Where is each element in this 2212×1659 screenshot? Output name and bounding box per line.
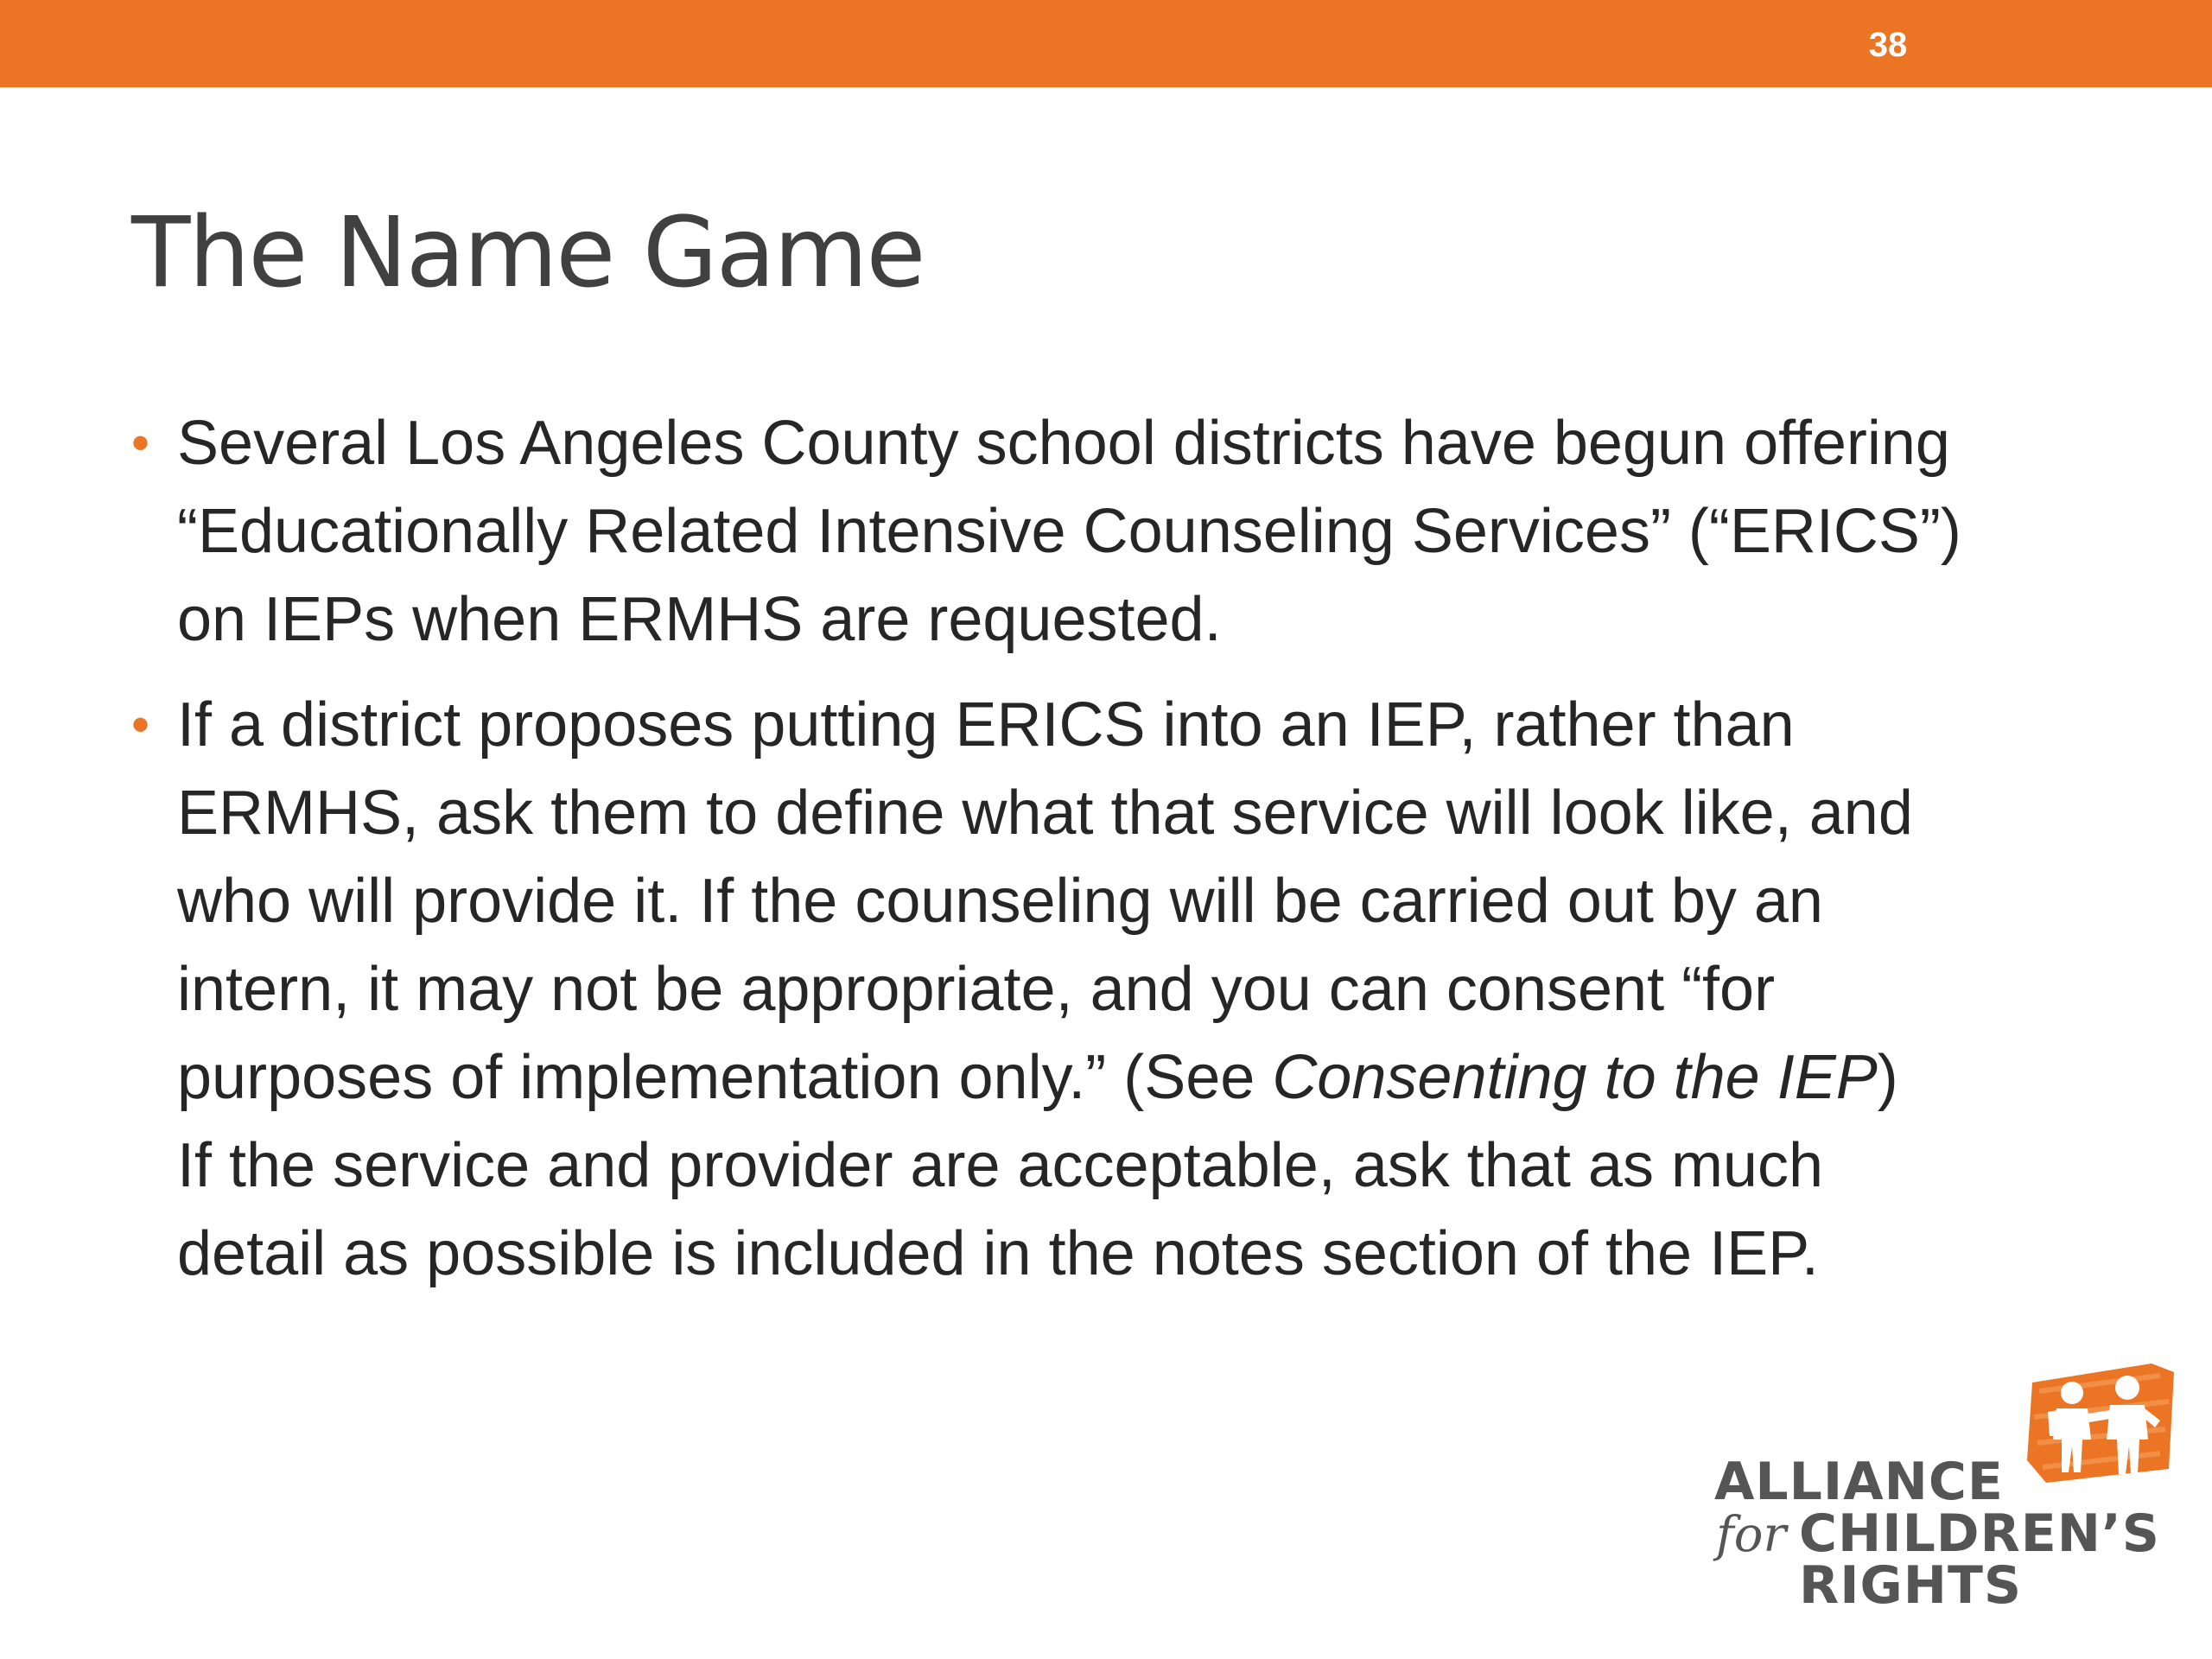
bullet-line: who will provide it. If the counseling will be carried out by an xyxy=(177,867,1823,936)
bullet-line: If a district proposes putting ERICS into an IEP, rather than xyxy=(177,690,1795,760)
document-reference: Consenting to the IEP xyxy=(1272,1043,1878,1112)
bullet-item-2 xyxy=(131,681,2113,1298)
bullet-dot-icon: • xyxy=(131,696,150,753)
bullet-list xyxy=(131,399,2113,1315)
bullet-item-1 xyxy=(131,399,2113,664)
bullet-line xyxy=(177,1033,2113,1122)
logo-text-childrens: CHILDREN’S xyxy=(1799,1503,2161,1564)
alliance-logo xyxy=(1694,1357,2177,1616)
line-text: purposes of implementation only.” (See xyxy=(177,1043,1273,1112)
bullet-line: on IEPs when ERMHS are requested. xyxy=(177,585,1222,654)
bullet-line: detail as possible is included in the notes section of the IEP. xyxy=(177,1219,1819,1288)
bullet-line: ERMHS, ask them to define what that service will look like, and xyxy=(177,779,1913,848)
children-figures-icon xyxy=(2022,1357,2177,1486)
bullet-line: Several Los Angeles County school districts have begun offering xyxy=(177,409,1950,478)
bullet-dot-icon: • xyxy=(131,414,150,472)
bullet-text xyxy=(177,399,2113,664)
logo-text-rights: RIGHTS xyxy=(1799,1555,2023,1616)
logo-text-for: for xyxy=(1716,1507,1787,1563)
bullet-line: If the service and provider are acceptable, ask that as much xyxy=(177,1131,1824,1200)
slide-number: 38 xyxy=(1868,26,1908,64)
bullet-line: intern, it may not be appropriate, and you can consent “for xyxy=(177,955,1776,1024)
bullet-line: “Educationally Related Intensive Counseling Services” (“ERICS”) xyxy=(177,497,1961,566)
bullet-text xyxy=(177,681,2113,1298)
logo-text-alliance: ALLIANCE xyxy=(1714,1452,2004,1512)
slide-title: The Name Game xyxy=(131,197,925,309)
top-bar xyxy=(0,0,2212,87)
line-text: ) xyxy=(1877,1043,1898,1112)
